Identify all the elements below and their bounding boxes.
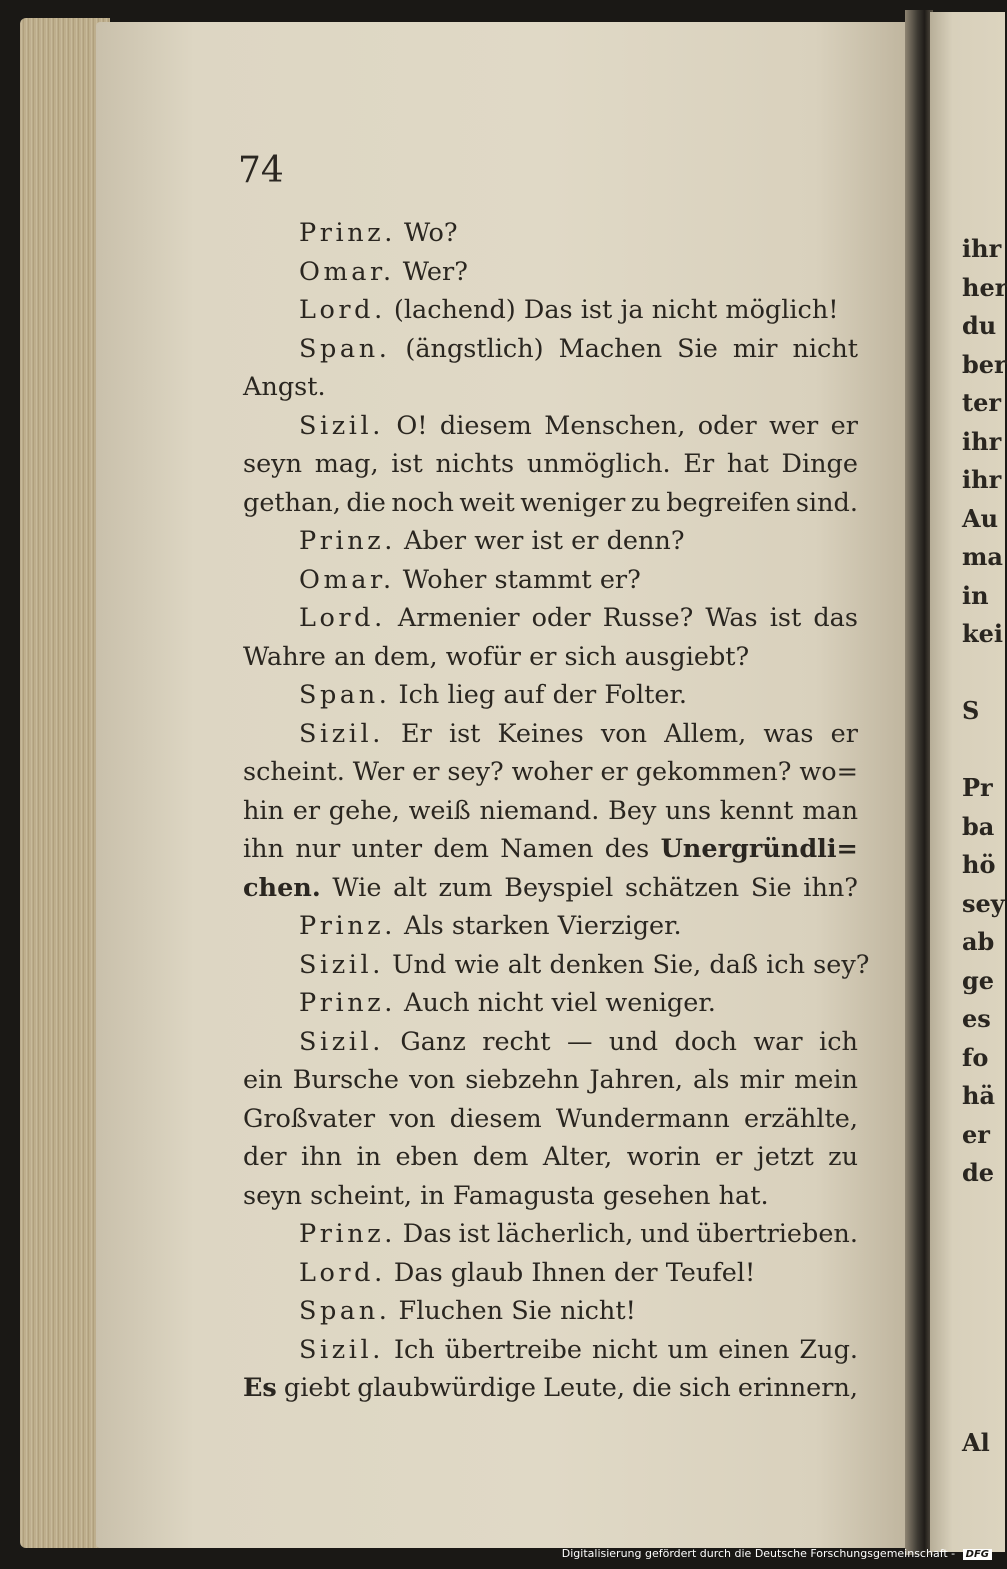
word: und [608,1026,659,1057]
text-line [243,753,858,792]
text-line [243,907,858,946]
word: glaubwürdige [357,1373,536,1403]
word: — [566,1026,593,1057]
word: Teufel! [665,1257,756,1288]
word: erinnern, [737,1373,858,1403]
word: oder [531,603,591,633]
page-text [243,214,870,1408]
next-page-fragment: in [962,580,989,610]
word: er [600,757,628,787]
text-line [243,291,858,330]
word: Er [683,449,715,479]
text-line [243,368,858,407]
word: die [632,1373,672,1403]
word: er [830,410,858,441]
word: was [763,718,814,749]
word: sind. [795,487,858,518]
next-page-fragment: Pr [962,773,993,802]
word: seyn [243,449,303,479]
word: ist [531,526,563,556]
text-line [243,1215,858,1254]
word: mag, [314,449,379,479]
next-page-fragment: de [962,1158,995,1187]
word: lächerlich, [496,1219,634,1249]
speaker-name: Lord. [299,1257,386,1288]
word: hat. [718,1180,769,1211]
word: nur [295,834,341,864]
word: gethan, [243,487,341,518]
word: zu [828,1142,858,1172]
word: sich [564,641,617,672]
word: recht [482,1026,551,1057]
word: eben [395,1142,459,1172]
word: woher [511,757,593,787]
word: Dinge [781,449,858,479]
word: denn? [606,526,685,556]
next-page-fragment: hä [962,1081,995,1110]
word: Großvater [243,1103,376,1134]
word: giebt [283,1373,351,1403]
word: war [753,1026,803,1057]
word: hat [726,449,769,479]
word: Was [705,603,758,633]
word: Bey [608,795,657,826]
word: er [412,757,440,787]
next-page-fragment: ter [962,388,1001,417]
word: gekommen? [635,757,792,787]
word: Es [243,1373,277,1403]
word: oder [697,410,757,441]
word: Er [401,718,432,749]
speaker-name: Prinz. [299,218,396,248]
word: Allem, [664,718,747,749]
speaker-name: Sizil. [299,949,384,980]
word: Unergründli= [660,834,858,864]
word: um [667,1334,709,1365]
digitization-footer [562,1547,992,1560]
next-page-fragment: es [962,1004,991,1033]
text-line [243,407,858,446]
word: Ich [393,1334,435,1365]
next-page-fragment: ihr [962,426,1002,456]
word: Das [393,1257,443,1288]
next-page-fragment: ba [962,811,995,841]
word: kennt [719,795,794,826]
word: weniger [520,487,626,518]
text-line [243,214,858,253]
word: er [830,718,858,749]
word: siebzehn [465,1065,580,1095]
word: übertreibe [444,1334,582,1365]
word: Alter, [542,1142,613,1172]
word: der [552,680,597,710]
text-line [243,1023,858,1062]
text-line [243,561,858,600]
word: ist [458,1219,490,1249]
word: sich [678,1373,731,1403]
word: Wo? [404,218,458,248]
word: Jahren, [589,1065,683,1095]
word: er [529,641,557,672]
word: Wer [352,757,405,787]
word: Fluchen [398,1296,504,1326]
word: Sie, [652,949,702,980]
word: seyn [243,1180,303,1211]
book-gutter [905,10,933,1555]
speaker-name: Prinz. [299,526,396,556]
word: Keines [497,718,584,749]
word: alt [507,949,542,980]
word: Wie [332,872,382,903]
word: daß [709,949,758,980]
word: Das [402,1219,452,1249]
text-line [243,792,858,831]
word: er [292,795,321,826]
next-page-fragment: S [962,696,980,725]
next-page-fragment: hö [962,850,996,879]
word: Das [523,295,573,325]
text-line [243,1177,858,1216]
word: und [640,1219,690,1249]
word: lieg [447,680,496,710]
word: von [389,1103,436,1134]
word: dem, [373,641,438,672]
next-page-fragment: du [962,311,997,340]
word: ihn [243,834,285,864]
word: O! [396,410,428,441]
word: wer [474,526,524,556]
word: gehe, [328,795,400,826]
word: uns [665,795,712,826]
speaker-name: Span. [299,680,391,710]
word: ist [769,603,802,633]
word: Zug. [799,1334,858,1365]
speaker-name: Sizil. [299,718,384,749]
word: unter [351,834,423,864]
text-line [243,253,858,292]
speaker-name: Omar. [299,256,395,287]
text-line [243,869,858,908]
word: ja [620,295,644,325]
speaker-name: Span. [299,1296,391,1326]
word: übertrieben. [696,1219,858,1249]
word: Wer? [402,256,468,287]
word: stammt [494,564,592,595]
word: mein [794,1065,858,1095]
word: ihn? [803,872,858,903]
text-line [243,599,858,638]
word: Machen [558,333,663,364]
word: wo= [799,757,858,787]
word: schätzen [624,872,740,903]
word: das [813,603,858,633]
word: erzählte, [744,1103,858,1134]
word: unmöglich. [526,449,671,479]
word: Bursche [292,1065,399,1095]
word: ich [819,1026,858,1057]
word: Famagusta [452,1180,595,1211]
text-line [243,522,858,561]
word: als [693,1065,730,1095]
word: ist [391,449,423,479]
text-line [243,1331,858,1370]
word: wie [454,949,500,980]
right-page-fragment [930,12,1005,1552]
word: ist [580,295,613,325]
word: Angst. [243,372,326,402]
word: Ihnen [531,1257,606,1288]
word: der [243,1142,287,1172]
word: niemand. [479,795,600,826]
word: ausgiebt? [624,641,750,672]
next-page-fragment: ma [962,542,1003,571]
word: er? [599,564,641,595]
word: er [571,526,599,556]
page-number: 74 [238,150,284,191]
word: noch [391,487,454,518]
speaker-name: Omar. [299,564,395,595]
next-page-fragment: er [962,1119,990,1149]
word: scheint. [243,757,345,787]
word: gesehen [602,1180,711,1211]
word: nichts [435,449,515,479]
word: weiß [408,795,471,826]
word: Menschen, [544,410,686,441]
word: glaub [450,1257,524,1288]
word: ihn [301,1142,343,1172]
word: zum [438,872,493,903]
word: Als [404,911,444,941]
text-line [243,330,858,369]
word: scheint, [310,1180,412,1211]
text-line [243,715,858,754]
word: man [802,795,858,826]
word: Armenier [397,603,520,633]
next-page-fragment: kei [962,619,1004,648]
word: Wundermann [555,1103,730,1134]
word: (ängstlich) [405,333,544,364]
word: Vierziger. [557,911,682,941]
text-line [243,1138,858,1177]
word: Woher [402,564,487,595]
word: von [600,718,648,749]
speaker-name: Prinz. [299,911,396,941]
word: der [614,1257,658,1288]
speaker-name: Lord. [299,603,386,633]
word: Russe? [602,603,694,633]
word: wer [769,410,819,441]
word: des [604,834,650,864]
word: doch [674,1026,737,1057]
word: sey? [813,949,870,980]
speaker-name: Sizil. [299,1026,384,1057]
next-page-fragment: Au [962,503,999,533]
text-line [243,445,858,484]
speaker-name: Prinz. [299,988,396,1018]
next-page-fragment: ge [962,965,995,995]
word: nicht [591,1334,658,1365]
speaker-name: Lord. [299,295,386,325]
word: dem [433,834,489,864]
text-line [243,638,858,677]
text-line [243,1061,858,1100]
word: auf [503,680,545,710]
word: in [356,1142,382,1172]
word: denken [549,949,645,980]
word: einen [718,1334,790,1365]
text-line [243,984,858,1023]
word: die [346,487,386,518]
word: wofür [445,641,521,672]
text-line [243,830,858,869]
word: sey? [447,757,504,787]
next-page-fragment: ihr [962,234,1002,263]
text-line [243,946,870,985]
word: dem [472,1142,529,1172]
text-line [243,1292,858,1331]
word: an [334,641,366,672]
next-page-fragment: fo [962,1042,989,1072]
word: Sie [750,872,792,903]
next-page-fragment: sey [962,888,1005,918]
word: Wahre [243,641,326,672]
next-page-fragment: ihr [962,465,1002,494]
speaker-name: Prinz. [299,1219,396,1249]
word: Ich [398,680,440,710]
word: nicht! [560,1296,636,1326]
word: nicht [792,333,858,364]
word: hin [243,795,285,826]
word: jetzt [756,1142,814,1172]
next-page-fragment: Al [962,1427,990,1457]
word: Leute, [543,1373,625,1403]
footer-text: Digitalisierung gefördert durch die Deutsche Forschungsgemeinschaft - [561,1547,956,1560]
dfg-logo: DFG [963,1549,992,1560]
text-line [243,1369,858,1408]
speaker-name: Sizil. [299,1334,384,1365]
word: Sie [677,333,718,364]
word: Beyspiel [504,872,614,903]
word: chen. [243,872,321,903]
word: nicht [477,988,544,1018]
word: ich [766,949,806,980]
word: mir [739,1065,785,1095]
word: Und [392,949,447,980]
word: er [715,1142,743,1172]
word: von [409,1065,456,1095]
word: diesem [439,410,532,441]
text-line [243,484,858,523]
next-page-fragment: her [962,272,1007,302]
word: worin [626,1142,701,1172]
text-line [243,676,858,715]
word: ist [448,718,481,749]
word: in [420,1180,445,1211]
word: weit [459,487,515,518]
word: Namen [500,834,594,864]
word: mir [732,333,778,364]
word: viel [551,988,598,1018]
word: Folter. [604,680,687,710]
word: nicht [651,295,718,325]
word: weniger. [605,988,716,1018]
word: Auch [404,988,470,1018]
word: zu [630,487,661,518]
next-page-fragment: ber [962,349,1007,379]
word: diesem [449,1103,542,1134]
speaker-name: Span. [299,333,391,364]
word: alt [393,872,427,903]
word: starken [451,911,550,941]
text-line [243,1100,858,1139]
word: (lachend) [393,295,516,325]
speaker-name: Sizil. [299,410,384,441]
word: Sie [511,1296,552,1326]
word: Ganz [400,1026,466,1057]
word: begreifen [666,487,791,518]
text-line [243,1254,858,1293]
next-page-fragment: ab [962,927,995,956]
word: ein [243,1065,283,1095]
word: Aber [404,526,467,556]
word: möglich! [725,295,839,325]
